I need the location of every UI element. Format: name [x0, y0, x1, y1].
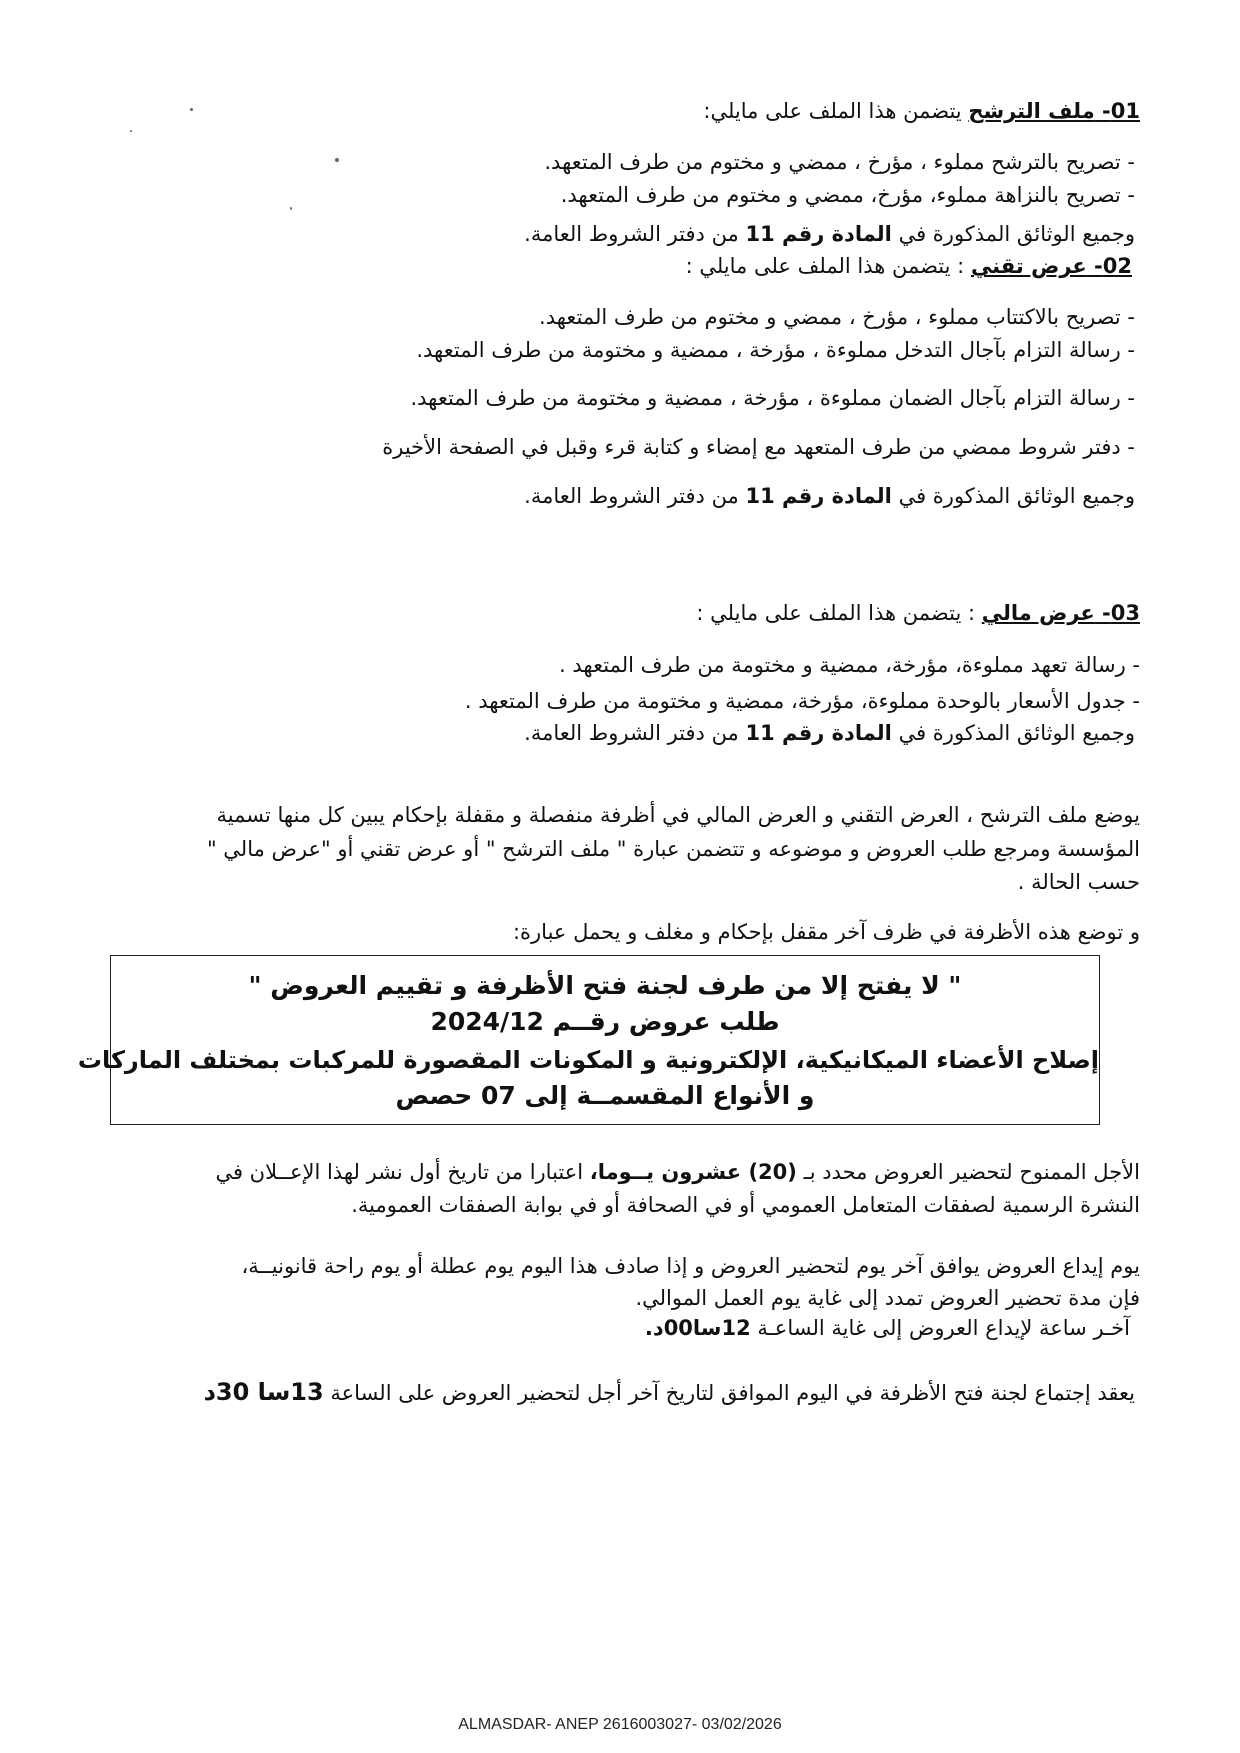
- scan-speck: [130, 130, 132, 132]
- envelopes-paragraph-line-3: حسب الحالة .: [1017, 870, 1140, 894]
- section2-docs: وجميع الوثائق المذكورة في المادة رقم 11 من دفتر الشروط العامة.: [524, 484, 1135, 508]
- section1-heading: [703, 96, 1140, 126]
- section2-title: 02- عرض تقني: [970, 254, 1132, 278]
- section1-intro: يتضمن هذا الملف على مايلي:: [703, 99, 962, 123]
- envelopes-paragraph-line-2: المؤسسة ومرجع طلب العروض و موضوعه و تتضمن عبارة " ملف الترشح " أو عرض تقني أو "عرض مالي ": [206, 837, 1140, 861]
- scan-speck: [290, 207, 292, 210]
- section3-item-1: - رسالة تعهد مملوءة، مؤرخة، ممضية و مختومة من طرف المتعهد .: [559, 653, 1140, 677]
- scan-speck: [190, 108, 193, 111]
- section2-intro: : يتضمن هذا الملف على مايلي :: [685, 254, 965, 278]
- section2-item-2: - رسالة التزام بآجال التدخل مملوءة ، مؤرخة ، ممضية و مختومة من طرف المتعهد.: [416, 338, 1135, 362]
- section2-item-1: - تصريح بالاكتتاب مملوء ، مؤرخ ، ممضي و مختوم من طرف المتعهد.: [539, 305, 1135, 329]
- section3-docs: وجميع الوثائق المذكورة في المادة رقم 11 من دفتر الشروط العامة.: [524, 721, 1135, 745]
- section2-item-3: - رسالة التزام بآجال الضمان مملوءة ، مؤرخة ، ممضية و مختومة من طرف المتعهد.: [410, 386, 1135, 410]
- footer-reference: ALMASDAR- ANEP 2616003027- 03/02/2026: [458, 1716, 782, 1733]
- section1-title: 01- ملف الترشح: [968, 99, 1140, 123]
- section1-docs: وجميع الوثائق المذكورة في المادة رقم 11 من دفتر الشروط العامة.: [524, 222, 1135, 246]
- box-line-2: طلب عروض رقــم 2024/12: [430, 1007, 780, 1036]
- meeting-line: يعقد إجتماع لجنة فتح الأظرفة في اليوم الموافق لتاريخ آخر أجل لتحضير العروض على الساعة 13سا 30د: [203, 1378, 1135, 1406]
- section3-item-2: - جدول الأسعار بالوحدة مملوءة، مؤرخة، ممضية و مختومة من طرف المتعهد .: [464, 689, 1140, 713]
- section3-title: 03- عرض مالي: [981, 601, 1140, 625]
- box-line-3: إصلاح الأعضاء الميكانيكية، الإلكترونية و المكونات المقصورة للمركبات بمختلف الماركات: [77, 1046, 1099, 1074]
- envelope-label-box: [77, 955, 1100, 1125]
- deposit-line-3: آخـر ساعة لإيداع العروض إلى غاية الساعـة 12سا00د.: [644, 1316, 1130, 1340]
- section3-intro: : يتضمن هذا الملف على مايلي :: [696, 601, 976, 625]
- box-line-1: " لا يفتح إلا من طرف لجنة فتح الأظرفة و تقييم العروض ": [248, 971, 962, 1000]
- deposit-line-2: فإن مدة تحضير العروض تمدد إلى غاية يوم العمل الموالي.: [635, 1286, 1140, 1310]
- scan-speck: [335, 158, 339, 162]
- box-line-4: و الأنواع المقسمــة إلى 07 حصص: [395, 1081, 815, 1110]
- deposit-line-1: يوم إيداع العروض يوافق آخر يوم لتحضير العروض و إذا صادف هذا اليوم يوم عطلة أو يوم راحة قانونيــة،: [241, 1254, 1140, 1278]
- section2-item-4: - دفتر شروط ممضي من طرف المتعهد مع إمضاء و كتابة قرء وقبل في الصفحة الأخيرة: [382, 435, 1135, 459]
- deadline-line-2: النشرة الرسمية لصفقات المتعامل العمومي أو في الصحافة أو في بوابة الصفقات العمومية.: [351, 1193, 1140, 1217]
- section2-heading: [686, 251, 1132, 281]
- envelopes-paragraph-line-1: يوضع ملف الترشح ، العرض التقني و العرض المالي في أظرفة منفصلة و مقفلة بإحكام يبين كل منها تسمية: [216, 803, 1140, 827]
- section3-heading: [696, 598, 1140, 628]
- section1-item-2: - تصريح بالنزاهة مملوء، مؤرخ، ممضي و مختوم من طرف المتعهد.: [560, 183, 1135, 207]
- deadline-line-1: الأجل الممنوح لتحضير العروض محدد بـ (20) عشرون يــوما، اعتبارا من تاريخ أول نشر لهذا الإعــلان في: [215, 1160, 1140, 1184]
- outer-envelope-paragraph: و توضع هذه الأظرفة في ظرف آخر مقفل بإحكام و مغلف و يحمل عبارة:: [512, 920, 1140, 944]
- section1-item-1: - تصريح بالترشح مملوء ، مؤرخ ، ممضي و مختوم من طرف المتعهد.: [544, 150, 1135, 174]
